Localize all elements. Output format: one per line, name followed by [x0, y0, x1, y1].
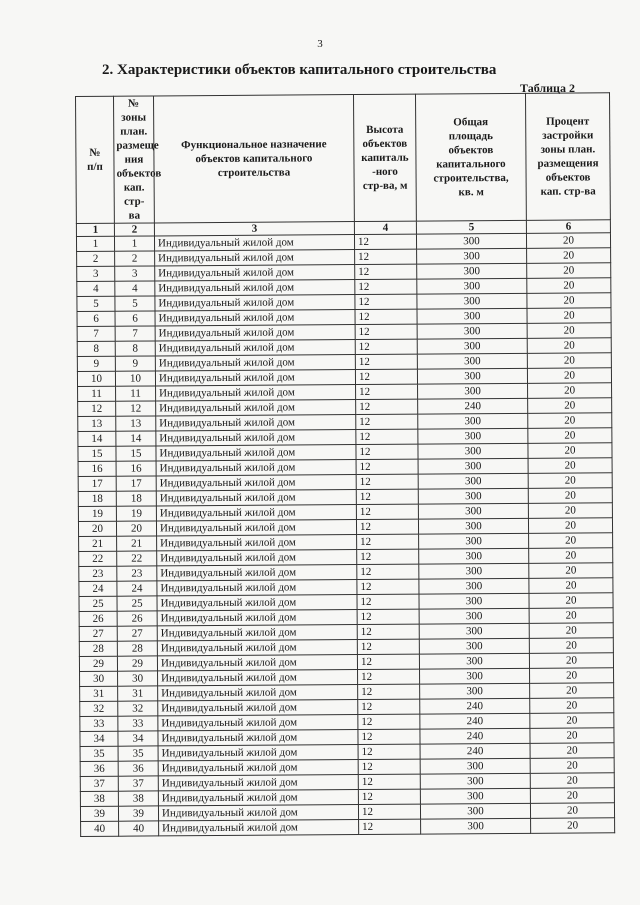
- zone-number-cell: 22: [117, 551, 157, 566]
- area-cell: 300: [420, 788, 530, 804]
- function-cell: Индивидуальный жилой дом: [155, 265, 355, 281]
- coverage-cell: 20: [530, 713, 614, 729]
- height-cell: 12: [357, 624, 419, 639]
- row-index-cell: 39: [80, 806, 118, 821]
- height-cell: 12: [358, 684, 420, 699]
- area-cell: 300: [420, 773, 530, 789]
- zone-number-cell: 33: [118, 716, 158, 731]
- column-number: 6: [526, 220, 610, 234]
- area-cell: 300: [418, 503, 528, 519]
- coverage-cell: 20: [527, 263, 611, 279]
- coverage-cell: 20: [530, 803, 614, 819]
- coverage-cell: 20: [530, 698, 614, 714]
- area-cell: 300: [419, 623, 529, 639]
- column-header-line: зоны план.: [540, 143, 596, 156]
- zone-number-cell: 25: [117, 596, 157, 611]
- row-index-cell: 40: [81, 821, 119, 836]
- zone-number-cell: 26: [117, 611, 157, 626]
- coverage-cell: 20: [529, 533, 613, 549]
- column-header-line: Процент: [546, 115, 590, 128]
- row-index-cell: 38: [80, 791, 118, 806]
- zone-number-cell: 35: [118, 746, 158, 761]
- area-cell: 300: [418, 473, 528, 489]
- area-cell: 300: [419, 638, 529, 654]
- coverage-cell: 20: [528, 518, 612, 534]
- area-cell: 300: [417, 353, 527, 369]
- function-cell: Индивидуальный жилой дом: [154, 235, 354, 251]
- function-cell: Индивидуальный жилой дом: [156, 520, 356, 536]
- row-index-cell: 4: [77, 281, 115, 296]
- height-cell: 12: [356, 489, 418, 504]
- area-cell: 300: [418, 383, 528, 399]
- column-header-line: капитального: [436, 157, 506, 171]
- function-cell: Индивидуальный жилой дом: [158, 700, 358, 716]
- area-cell: 300: [418, 488, 528, 504]
- zone-number-cell: 18: [116, 491, 156, 506]
- row-index-cell: 9: [77, 356, 115, 371]
- column-header-line: ва: [128, 209, 141, 222]
- function-cell: Индивидуальный жилой дом: [156, 460, 356, 476]
- coverage-cell: 20: [529, 623, 613, 639]
- zone-number-cell: 10: [115, 371, 155, 386]
- row-index-cell: 31: [80, 686, 118, 701]
- column-header-line: № зоны: [121, 97, 147, 124]
- column-number: 5: [416, 220, 526, 234]
- coverage-cell: 20: [527, 293, 611, 309]
- zone-number-cell: 36: [118, 761, 158, 776]
- area-cell: 300: [420, 803, 530, 819]
- zone-number-cell: 9: [115, 356, 155, 371]
- height-cell: 12: [356, 429, 418, 444]
- function-cell: Индивидуальный жилой дом: [157, 655, 357, 671]
- area-cell: 240: [418, 398, 528, 414]
- row-index-cell: 16: [78, 461, 116, 476]
- function-cell: Индивидуальный жилой дом: [157, 610, 357, 626]
- row-index-cell: 3: [77, 266, 115, 281]
- column-header-line: объектов: [448, 144, 494, 157]
- function-cell: Индивидуальный жилой дом: [156, 490, 356, 506]
- row-index-cell: 14: [78, 431, 116, 446]
- area-cell: 300: [419, 548, 529, 564]
- row-index-cell: 5: [77, 296, 115, 311]
- function-cell: Индивидуальный жилой дом: [156, 385, 356, 401]
- area-cell: 300: [420, 758, 530, 774]
- coverage-cell: 20: [530, 683, 614, 699]
- height-cell: 12: [356, 444, 418, 459]
- area-cell: 300: [419, 563, 529, 579]
- column-header-line: объектов капитального: [195, 152, 313, 166]
- coverage-cell: 20: [527, 368, 611, 384]
- coverage-cell: 20: [527, 323, 611, 339]
- coverage-cell: 20: [528, 503, 612, 519]
- coverage-cell: 20: [527, 248, 611, 264]
- height-cell: 12: [357, 534, 419, 549]
- area-cell: 300: [417, 338, 527, 354]
- coverage-cell: 20: [528, 473, 612, 489]
- zone-number-cell: 12: [116, 401, 156, 416]
- column-header-line: капиталь: [361, 151, 409, 165]
- column-header-5: [415, 93, 526, 221]
- height-cell: 12: [356, 504, 418, 519]
- function-cell: Индивидуальный жилой дом: [155, 370, 355, 386]
- area-cell: 300: [419, 533, 529, 549]
- height-cell: 12: [357, 549, 419, 564]
- row-index-cell: 36: [80, 761, 118, 776]
- area-cell: 300: [417, 293, 527, 309]
- column-header-line: Общая: [453, 116, 489, 129]
- height-cell: 12: [358, 729, 420, 744]
- zone-number-cell: 30: [118, 671, 158, 686]
- coverage-cell: 20: [529, 638, 613, 654]
- zone-number-cell: 38: [118, 791, 158, 806]
- function-cell: Индивидуальный жилой дом: [157, 595, 357, 611]
- column-header-line: объектов: [362, 137, 408, 150]
- zone-number-cell: 39: [118, 806, 158, 821]
- column-number: 3: [154, 222, 354, 236]
- row-index-cell: 37: [80, 776, 118, 791]
- row-index-cell: 22: [79, 551, 117, 566]
- coverage-cell: 20: [529, 548, 613, 564]
- height-cell: 12: [355, 249, 417, 264]
- zone-number-cell: 37: [118, 776, 158, 791]
- coverage-cell: 20: [529, 593, 613, 609]
- height-cell: 12: [357, 594, 419, 609]
- coverage-cell: 20: [528, 398, 612, 414]
- column-number: 2: [114, 223, 154, 236]
- height-cell: 12: [355, 279, 417, 294]
- area-cell: 300: [420, 683, 530, 699]
- area-cell: 300: [420, 668, 530, 684]
- coverage-cell: 20: [530, 758, 614, 774]
- column-header-line: Высота: [366, 123, 404, 136]
- function-cell: Индивидуальный жилой дом: [155, 280, 355, 296]
- column-header-line: площадь: [448, 130, 493, 143]
- coverage-cell: 20: [526, 233, 610, 249]
- area-cell: 240: [420, 743, 530, 759]
- column-header-line: объектов: [116, 167, 162, 180]
- coverage-cell: 20: [528, 488, 612, 504]
- column-header-3: [154, 95, 355, 223]
- row-index-cell: 35: [80, 746, 118, 761]
- coverage-cell: 20: [529, 608, 613, 624]
- zone-number-cell: 21: [117, 536, 157, 551]
- coverage-cell: 20: [528, 443, 612, 459]
- row-index-cell: 1: [76, 236, 114, 251]
- function-cell: Индивидуальный жилой дом: [157, 640, 357, 656]
- height-cell: 12: [354, 234, 416, 249]
- coverage-cell: 20: [527, 278, 611, 294]
- area-cell: 300: [418, 443, 528, 459]
- function-cell: Индивидуальный жилой дом: [156, 415, 356, 431]
- function-cell: Индивидуальный жилой дом: [156, 400, 356, 416]
- row-index-cell: 19: [78, 506, 116, 521]
- row-index-cell: 27: [79, 626, 117, 641]
- zone-number-cell: 15: [116, 446, 156, 461]
- height-cell: 12: [357, 564, 419, 579]
- zone-number-cell: 1: [114, 236, 154, 251]
- table-row: [81, 818, 615, 837]
- coverage-cell: 20: [529, 653, 613, 669]
- height-cell: 12: [358, 804, 420, 819]
- row-index-cell: 25: [79, 596, 117, 611]
- coverage-cell: 20: [528, 413, 612, 429]
- column-header-line: ния: [124, 153, 144, 166]
- height-cell: 12: [358, 789, 420, 804]
- zone-number-cell: 13: [116, 416, 156, 431]
- column-header-line: размещения: [537, 157, 599, 170]
- height-cell: 12: [355, 354, 417, 369]
- coverage-cell: 20: [531, 818, 615, 834]
- height-cell: 12: [357, 579, 419, 594]
- height-cell: 12: [356, 459, 418, 474]
- column-header-line: п/п: [87, 160, 103, 173]
- height-cell: 12: [359, 819, 421, 834]
- height-cell: 12: [356, 519, 418, 534]
- zone-number-cell: 3: [115, 266, 155, 281]
- coverage-cell: 20: [528, 428, 612, 444]
- zone-number-cell: 32: [118, 701, 158, 716]
- height-cell: 12: [357, 654, 419, 669]
- column-header-line: строительства: [217, 166, 291, 180]
- column-header-line: стр-ва, м: [362, 179, 408, 192]
- height-cell: 12: [355, 339, 417, 354]
- area-cell: 300: [416, 233, 526, 249]
- area-cell: 300: [418, 518, 528, 534]
- height-cell: 12: [358, 699, 420, 714]
- zone-number-cell: 40: [119, 821, 159, 836]
- column-header-line: Функциональное назначение: [181, 138, 327, 152]
- function-cell: Индивидуальный жилой дом: [155, 250, 355, 266]
- zone-number-cell: 29: [117, 656, 157, 671]
- function-cell: Индивидуальный жилой дом: [156, 475, 356, 491]
- area-cell: 300: [417, 248, 527, 264]
- column-header-line: -ного: [372, 165, 398, 178]
- zone-number-cell: 27: [117, 626, 157, 641]
- area-cell: 300: [419, 593, 529, 609]
- function-cell: Индивидуальный жилой дом: [155, 310, 355, 326]
- column-header-6: [525, 93, 610, 221]
- function-cell: Индивидуальный жилой дом: [157, 550, 357, 566]
- function-cell: Индивидуальный жилой дом: [158, 760, 358, 776]
- row-index-cell: 21: [79, 536, 117, 551]
- row-index-cell: 20: [78, 521, 116, 536]
- column-header-4: [353, 94, 416, 221]
- column-header-1: [76, 96, 115, 223]
- column-header-line: кап. стр-ва: [540, 185, 596, 198]
- table-header-row: [76, 93, 611, 224]
- area-cell: 300: [417, 263, 527, 279]
- zone-number-cell: 16: [116, 461, 156, 476]
- row-index-cell: 10: [77, 371, 115, 386]
- zone-number-cell: 11: [116, 386, 156, 401]
- zone-number-cell: 34: [118, 731, 158, 746]
- height-cell: 12: [355, 294, 417, 309]
- function-cell: Индивидуальный жилой дом: [157, 565, 357, 581]
- function-cell: Индивидуальный жилой дом: [157, 580, 357, 596]
- zone-number-cell: 23: [117, 566, 157, 581]
- function-cell: Индивидуальный жилой дом: [158, 805, 358, 821]
- zone-number-cell: 19: [116, 506, 156, 521]
- area-cell: 300: [418, 428, 528, 444]
- area-cell: 300: [417, 368, 527, 384]
- zone-number-cell: 20: [116, 521, 156, 536]
- coverage-cell: 20: [530, 743, 614, 759]
- section-title: 2. Характеристики объектов капитального строительства: [102, 62, 497, 78]
- zone-number-cell: 31: [118, 686, 158, 701]
- column-header-2: [114, 96, 162, 223]
- area-cell: 300: [419, 653, 529, 669]
- function-cell: Индивидуальный жилой дом: [158, 715, 358, 731]
- column-header-line: №: [89, 146, 101, 159]
- coverage-cell: 20: [528, 383, 612, 399]
- area-cell: 300: [419, 578, 529, 594]
- column-header-line: кап. стр-: [123, 181, 145, 208]
- coverage-cell: 20: [530, 773, 614, 789]
- coverage-cell: 20: [530, 788, 614, 804]
- coverage-cell: 20: [530, 728, 614, 744]
- row-index-cell: 26: [79, 611, 117, 626]
- row-index-cell: 8: [77, 341, 115, 356]
- zone-number-cell: 17: [116, 476, 156, 491]
- coverage-cell: 20: [529, 578, 613, 594]
- column-header-line: объектов: [545, 171, 591, 184]
- row-index-cell: 29: [79, 656, 117, 671]
- characteristics-table: [75, 92, 615, 837]
- area-cell: 240: [420, 698, 530, 714]
- row-index-cell: 6: [77, 311, 115, 326]
- function-cell: Индивидуальный жилой дом: [158, 670, 358, 686]
- function-cell: Индивидуальный жилой дом: [155, 295, 355, 311]
- area-cell: 240: [420, 713, 530, 729]
- height-cell: 12: [356, 384, 418, 399]
- height-cell: 12: [356, 399, 418, 414]
- function-cell: Индивидуальный жилой дом: [158, 790, 358, 806]
- height-cell: 12: [355, 324, 417, 339]
- column-header-line: кв. м: [458, 186, 484, 199]
- column-number: 4: [354, 221, 416, 234]
- zone-number-cell: 2: [115, 251, 155, 266]
- height-cell: 12: [358, 744, 420, 759]
- row-index-cell: 34: [80, 731, 118, 746]
- column-header-line: план.: [120, 125, 148, 138]
- function-cell: Индивидуальный жилой дом: [158, 730, 358, 746]
- height-cell: 12: [358, 669, 420, 684]
- area-cell: 300: [417, 308, 527, 324]
- table-body: [76, 233, 614, 837]
- zone-number-cell: 14: [116, 431, 156, 446]
- function-cell: Индивидуальный жилой дом: [158, 775, 358, 791]
- row-index-cell: 2: [77, 251, 115, 266]
- height-cell: 12: [357, 639, 419, 654]
- row-index-cell: 15: [78, 446, 116, 461]
- height-cell: 12: [355, 369, 417, 384]
- coverage-cell: 20: [527, 353, 611, 369]
- function-cell: Индивидуальный жилой дом: [155, 355, 355, 371]
- row-index-cell: 32: [80, 701, 118, 716]
- zone-number-cell: 4: [115, 281, 155, 296]
- area-cell: 300: [418, 458, 528, 474]
- zone-number-cell: 6: [115, 311, 155, 326]
- column-header-line: строительства,: [433, 171, 509, 185]
- area-cell: 300: [419, 608, 529, 624]
- function-cell: Индивидуальный жилой дом: [155, 340, 355, 356]
- function-cell: Индивидуальный жилой дом: [156, 445, 356, 461]
- area-cell: 300: [421, 818, 531, 834]
- height-cell: 12: [358, 774, 420, 789]
- row-index-cell: 24: [79, 581, 117, 596]
- function-cell: Индивидуальный жилой дом: [155, 325, 355, 341]
- row-index-cell: 7: [77, 326, 115, 341]
- coverage-cell: 20: [529, 563, 613, 579]
- coverage-cell: 20: [527, 338, 611, 354]
- coverage-cell: 20: [528, 458, 612, 474]
- height-cell: 12: [356, 414, 418, 429]
- coverage-cell: 20: [530, 668, 614, 684]
- zone-number-cell: 24: [117, 581, 157, 596]
- area-cell: 300: [417, 278, 527, 294]
- row-index-cell: 13: [78, 416, 116, 431]
- function-cell: Индивидуальный жилой дом: [158, 745, 358, 761]
- height-cell: 12: [356, 474, 418, 489]
- row-index-cell: 23: [79, 566, 117, 581]
- height-cell: 12: [355, 309, 417, 324]
- column-number: 1: [76, 223, 114, 236]
- row-index-cell: 18: [78, 491, 116, 506]
- row-index-cell: 12: [78, 401, 116, 416]
- coverage-cell: 20: [527, 308, 611, 324]
- row-index-cell: 11: [78, 386, 116, 401]
- row-index-cell: 33: [80, 716, 118, 731]
- zone-number-cell: 5: [115, 296, 155, 311]
- zone-number-cell: 7: [115, 326, 155, 341]
- function-cell: Индивидуальный жилой дом: [156, 505, 356, 521]
- area-cell: 300: [418, 413, 528, 429]
- area-cell: 240: [420, 728, 530, 744]
- function-cell: Индивидуальный жилой дом: [158, 685, 358, 701]
- function-cell: Индивидуальный жилой дом: [157, 625, 357, 641]
- column-header-line: застройки: [542, 129, 594, 142]
- row-index-cell: 30: [80, 671, 118, 686]
- row-index-cell: 28: [79, 641, 117, 656]
- area-cell: 300: [417, 323, 527, 339]
- page-number: 3: [317, 38, 323, 50]
- height-cell: 12: [357, 609, 419, 624]
- zone-number-cell: 8: [115, 341, 155, 356]
- height-cell: 12: [355, 264, 417, 279]
- height-cell: 12: [358, 759, 420, 774]
- function-cell: Индивидуальный жилой дом: [157, 535, 357, 551]
- column-header-line: размеще: [116, 139, 159, 152]
- function-cell: Индивидуальный жилой дом: [159, 820, 359, 836]
- function-cell: Индивидуальный жилой дом: [156, 430, 356, 446]
- table-caption: Таблица 2: [520, 81, 575, 95]
- row-index-cell: 17: [78, 476, 116, 491]
- height-cell: 12: [358, 714, 420, 729]
- zone-number-cell: 28: [117, 641, 157, 656]
